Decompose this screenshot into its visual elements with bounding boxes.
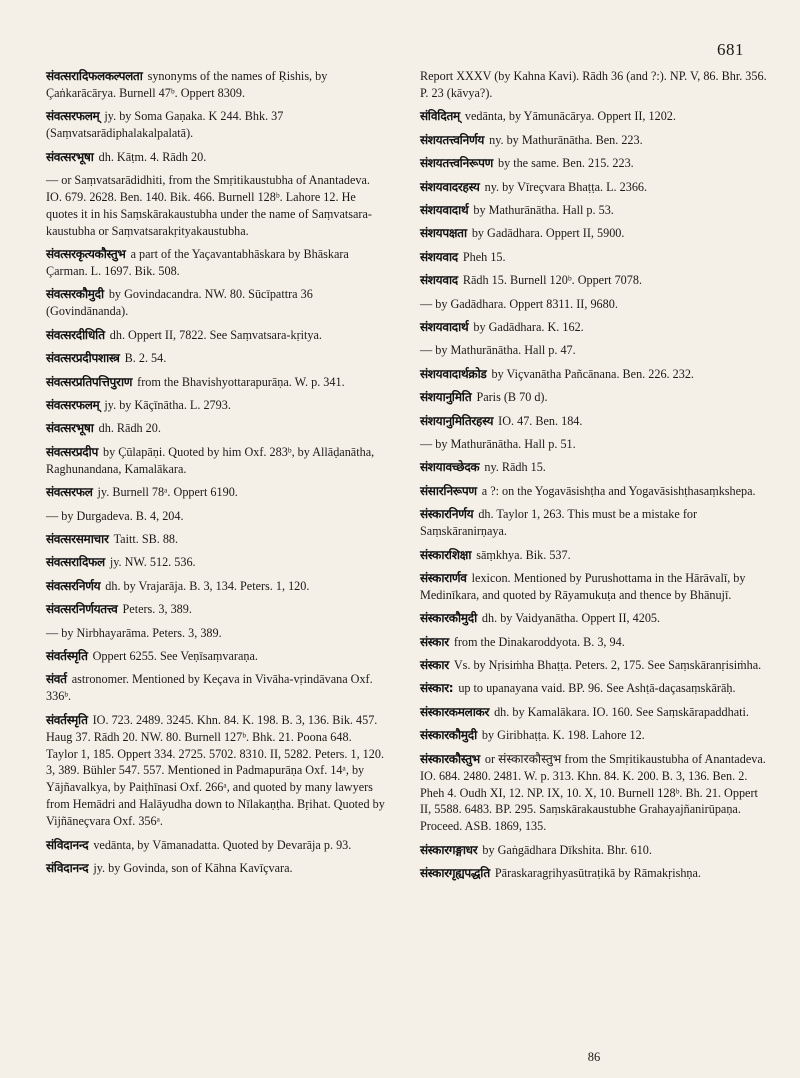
entry-headword: संस्कार <box>420 634 449 649</box>
dictionary-entry <box>420 570 768 604</box>
entry-text: vedānta, by Vāmanadatta. Quoted by Devarāja p. 93. <box>93 837 352 852</box>
left-column <box>46 68 386 883</box>
entry-headword: संशयवादार्थक्रोड <box>420 366 487 381</box>
entry-text: from the Dinakaroddyota. B. 3, 94. <box>453 634 625 649</box>
dictionary-entry <box>420 727 768 744</box>
dictionary-entry <box>46 601 386 618</box>
entry-text: by the same. Ben. 215. 223. <box>497 156 634 171</box>
entry-headword: संशयवादार्थ <box>420 202 469 217</box>
dictionary-entry <box>420 413 768 430</box>
entry-headword: संवत्सरकौमुदी <box>46 287 104 302</box>
right-column <box>420 68 768 889</box>
entry-text: from the Bhavishyottarapurāṇa. W. p. 341. <box>137 374 345 389</box>
entry-headword: संविदानन्द <box>46 860 89 875</box>
dictionary-entry <box>46 578 386 595</box>
entry-text: by Mathurānātha. Hall p. 53. <box>473 202 614 217</box>
entry-text: or संस्कारकौस्तुभ from the Smṛitikaustubha of Anantadeva. IO. 684. 2480. 2481. W. p. 313. Khn. 84. K. 200. B. 3, 136. Ben. 2. Pheh 4. Oudh XI, 12. NP. IX, 10. X, 10. Burnell 128ᵇ. Bh. 21. Oppert II, 5588. 6483. BP. 295. Saṃskārakaustubhe Grahayajñanirūpaṇa. Proceed. ASB. 1869, 135. <box>420 751 766 834</box>
dictionary-entry <box>46 860 386 877</box>
entry-text: dh. Oppert II, 7822. See Saṃvatsara-kṛitya. <box>109 327 322 342</box>
dictionary-entry <box>420 610 768 627</box>
entry-text: — by Nirbhayarāma. Peters. 3, 389. <box>46 625 222 640</box>
dictionary-entry <box>420 483 768 500</box>
footer-number: 86 <box>587 1050 601 1064</box>
entry-headword: संवत्सरफलम् <box>46 398 100 412</box>
entry-text: dh. Taylor 1, 263. This must be a mistake for Saṃskāranirṇaya. <box>420 507 698 539</box>
entry-text: sāṃkhya. Bik. 537. <box>476 547 571 562</box>
dictionary-entry <box>420 155 768 172</box>
entry-text: — by Gadādhara. Oppert 8311. II, 9680. <box>420 296 618 311</box>
entry-headword: संशयानुमिति <box>420 390 472 405</box>
dictionary-entry <box>46 625 386 642</box>
entry-text: B. 2. 54. <box>124 351 167 366</box>
entry-headword: संविदानन्द <box>46 837 89 852</box>
entry-headword: संवत्सरफलम् <box>46 109 100 124</box>
entry-headword: संशयपक्षता <box>420 226 467 241</box>
entry-headword: संशयतत्त्वनिर्णय <box>420 132 485 147</box>
entry-text: — or Saṃvatsarādidhiti, from the Smṛitikaustubha of Anantadeva. IO. 679. 2628. Ben. 140. Bik. 466. Burnell 128ᵇ. Lahore 12. He quotes it in his Saṃskārakaustubha under the name of Saṃvatsara-kaustubha or Saṃvatsarakṛityakaustubha. <box>46 173 372 238</box>
dictionary-entry <box>420 366 768 383</box>
dictionary-entry <box>46 484 386 501</box>
entry-text: ny. by Mathurānātha. Ben. 223. <box>489 132 643 147</box>
dictionary-entry <box>420 389 768 406</box>
entry-text: dh. Kāṭm. 4. Rādh 20. <box>98 149 207 164</box>
dictionary-entry <box>420 547 768 564</box>
entry-text: astronomer. Mentioned by Keçava in Vivāha-vṛindāvana Oxf. 336ᵇ. <box>46 672 373 704</box>
entry-headword: संस्कार: <box>420 681 454 696</box>
entry-headword: संस्कारशिक्षा <box>420 547 472 562</box>
entry-headword: संस्कारार्णव <box>420 570 467 585</box>
dictionary-entry <box>420 225 768 242</box>
entry-headword: संवत्सरप्रदीप <box>46 444 98 459</box>
entry-headword: संशयवादार्थ <box>420 319 469 334</box>
entry-headword: संशयावच्छेदक <box>420 460 480 475</box>
entry-text: Oppert 6255. See Veṇīsaṃvaraṇa. <box>92 648 258 663</box>
dictionary-entry <box>46 531 386 548</box>
entry-headword: संस्कारकमलाकर <box>420 704 490 719</box>
dictionary-entry <box>420 249 768 266</box>
entry-text: jy. by Kāçīnātha. L. 2793. <box>104 398 231 412</box>
entry-text: a part of the Yaçavantabhāskara by Bhāskara Çarman. L. 1697. Bik. 508. <box>46 247 349 279</box>
entry-text: a ?: on the Yogavāsishṭha and Yogavāsishṭhasaṃkshepa. <box>481 483 756 498</box>
dictionary-entry <box>420 202 768 219</box>
dictionary-entry <box>420 132 768 149</box>
dictionary-entry <box>420 865 768 882</box>
entry-text: ny. by Vīreçvara Bhaṭṭa. L. 2366. <box>484 179 648 194</box>
dictionary-entry <box>420 108 768 125</box>
entry-headword: संशयवाद <box>420 273 458 288</box>
entry-headword: संवत्सरप्रदीपशास्त्र <box>46 351 120 366</box>
dictionary-entry <box>46 420 386 437</box>
entry-headword: संस्कारगृह्यपद्धति <box>420 866 490 881</box>
entry-text: jy. NW. 512. 536. <box>109 555 196 570</box>
entry-text: Taitt. SB. 88. <box>113 531 179 546</box>
entry-text: Rādh 15. Burnell 120ᵇ. Oppert 7078. <box>462 273 643 288</box>
entry-text: dh. Rādh 20. <box>98 421 161 436</box>
entry-headword: संवत्सरप्रतिपत्तिपुराण <box>46 374 133 389</box>
dictionary-entry <box>46 508 386 525</box>
entry-text: by Çūlapāṇi. Quoted by him Oxf. 283ᵇ, by Allāḍanātha, Raghunandana, Kamalākara. <box>46 444 375 476</box>
entry-text: by Govindacandra. NW. 80. Sūcīpattra 36 (Govindānanda). <box>46 287 313 319</box>
entry-text: lexicon. Mentioned by Purushottama in the Hārāvalī, by Medinīkara, and quoted by Rāyamukuṭa and thence by Bhānujī. <box>420 570 746 602</box>
dictionary-entry <box>46 350 386 367</box>
entry-text: ny. Rādh 15. <box>484 460 546 475</box>
entry-text: by Gaṅgādhara Dīkshita. Bhr. 610. <box>482 842 652 857</box>
dictionary-entry <box>46 648 386 665</box>
entry-headword: संस्कार <box>420 658 449 673</box>
entry-text: IO. 47. Ben. 184. <box>498 413 583 428</box>
entry-text: by Gadādhara. Oppert II, 5900. <box>471 226 625 241</box>
dictionary-entry <box>420 436 768 453</box>
entry-headword: संवर्तस्मृति <box>46 712 88 727</box>
entry-text: jy. by Soma Gaṇaka. K 244. Bhk. 37 (Saṃvatsarādiphalakalpalatā). <box>46 109 284 141</box>
entry-text: Pheh 15. <box>462 249 506 264</box>
entry-headword: संवत्सरदीधिति <box>46 327 105 342</box>
dictionary-entry <box>46 149 386 166</box>
dictionary-entry <box>46 327 386 344</box>
entry-text: dh. by Vrajarāja. B. 3, 134. Peters. 1, 120. <box>105 578 310 593</box>
entry-text: synonyms of the names of Ṛishis, by Çaṅkarācārya. Burnell 47ᵇ. Oppert 8309. <box>46 69 328 100</box>
dictionary-entry <box>420 319 768 336</box>
dictionary-entry <box>46 108 386 142</box>
dictionary-entry <box>420 680 768 697</box>
entry-text: — by Mathurānātha. Hall p. 51. <box>420 437 576 451</box>
dictionary-entry <box>46 712 386 830</box>
entry-headword: संवत्सरादिफलकल्पलता <box>46 69 143 83</box>
entry-text: by Gadādhara. K. 162. <box>473 319 584 334</box>
entry-headword: संविदितम् <box>420 109 460 124</box>
entry-headword: संस्कारकौमुदी <box>420 611 477 626</box>
dictionary-entry <box>46 444 386 478</box>
entry-headword: संस्कारगङ्गाधर <box>420 842 478 857</box>
dictionary-entry <box>420 506 768 540</box>
entry-headword: संवत्सरनिर्णय <box>46 578 101 593</box>
entry-text: dh. by Vaidyanātha. Oppert II, 4205. <box>481 611 661 626</box>
entry-headword: संवत्सरभूषा <box>46 149 94 164</box>
dictionary-entry <box>46 286 386 320</box>
dictionary-entry <box>46 68 386 102</box>
entry-text: — by Durgadeva. B. 4, 204. <box>46 508 184 523</box>
dictionary-entry <box>420 842 768 859</box>
entry-text: — by Mathurānātha. Hall p. 47. <box>420 343 576 358</box>
entry-text: Pāraskaragṛihyasūtraṭikā by Rāmakṛishṇa. <box>494 866 701 881</box>
entry-headword: संवर्तस्मृति <box>46 648 88 663</box>
entry-text: jy. Burnell 78ᵃ. Oppert 6190. <box>97 485 238 500</box>
dictionary-entry <box>46 397 386 414</box>
entry-headword: संशयवादरहस्य <box>420 179 480 194</box>
entry-text: IO. 723. 2489. 3245. Khn. 84. K. 198. B. 3, 136. Bik. 457. Haug 37. Rādh 20. NW. 80. Burnell 127ᵇ. Bhk. 21. Poona 648. Taylor 1, 185. Oppert 334. 2725. 5702. 8310. II, 5282. Peters. 1, 120. 3, 389. Bühler 547. 557. Mentioned in Padmapurāṇa Oxf. 14ᵃ, by Yājñavalkya, by Paiṭhīnasi Oxf. 266ᵃ, and quoted by many lawyers from Hemādri and Halāyudha down to Nīlakaṇṭha. Bṛihat. Quoted by Vijñāneçvara Oxf. 356ᵃ. <box>46 712 385 829</box>
entry-text: vedānta, by Yāmunācārya. Oppert II, 1202. <box>464 109 676 124</box>
page-number: 681 <box>717 40 744 59</box>
dictionary-entry <box>420 459 768 476</box>
entry-headword: संस्कारनिर्णय <box>420 507 474 522</box>
dictionary-entry <box>420 272 768 289</box>
entry-headword: संवर्त <box>46 672 67 687</box>
entry-headword: संसारनिरूपण <box>420 483 477 498</box>
entry-text: by Giribhaṭṭa. K. 198. Lahore 12. <box>481 728 645 743</box>
entry-text: jy. by Govinda, son of Kāhna Kavīçvara. <box>93 860 293 875</box>
dictionary-entry <box>46 374 386 391</box>
dictionary-entry <box>420 634 768 651</box>
entry-headword: संस्कारकौमुदी <box>420 728 477 743</box>
dictionary-entry <box>46 671 386 705</box>
dictionary-entry <box>420 179 768 196</box>
dictionary-entry <box>46 554 386 571</box>
entry-text: by Viçvanātha Pañcānana. Ben. 226. 232. <box>491 366 694 381</box>
entry-headword: संशयतत्त्वनिरूपण <box>420 156 493 171</box>
entry-headword: संवत्सरभूषा <box>46 421 94 436</box>
entry-headword: संवत्सरनिर्णयतत्त्व <box>46 602 118 617</box>
dictionary-entry <box>420 751 768 836</box>
entry-headword: संस्कारकौस्तुभ <box>420 751 480 766</box>
dictionary-entry <box>46 172 386 240</box>
dictionary-entry <box>46 837 386 854</box>
dictionary-entry <box>420 68 768 102</box>
entry-headword: संशयवाद <box>420 249 458 264</box>
dictionary-entry <box>420 296 768 313</box>
dictionary-entry <box>420 704 768 721</box>
entry-text: Paris (B 70 d). <box>476 390 548 405</box>
dictionary-entry <box>420 657 768 674</box>
entry-text: Report XXXV (by Kahna Kavi). Rādh 36 (and ?:). NP. V, 86. Bhr. 356. P. 23 (kāvya?). <box>420 69 767 100</box>
entry-headword: संवत्सरादिफल <box>46 555 105 570</box>
entry-text: up to upanayana vaid. BP. 96. See Ashṭā-daçasaṃskārāḥ. <box>458 681 736 696</box>
entry-text: dh. by Kamalākara. IO. 160. See Saṃskārapaddhati. <box>494 704 749 719</box>
entry-headword: संवत्सरकृत्यकौस्तुभ <box>46 247 126 262</box>
entry-text: Peters. 3, 389. <box>122 602 192 617</box>
entry-headword: संवत्सरफल <box>46 485 93 500</box>
entry-headword: संवत्सरसमाचार <box>46 531 109 546</box>
dictionary-entry <box>46 246 386 280</box>
dictionary-entry <box>420 342 768 359</box>
entry-text: Vs. by Nṛisiṁha Bhaṭṭa. Peters. 2, 175. See Saṃskāranṛisiṁha. <box>453 658 762 673</box>
entry-headword: संशयानुमितिरहस्य <box>420 413 494 428</box>
